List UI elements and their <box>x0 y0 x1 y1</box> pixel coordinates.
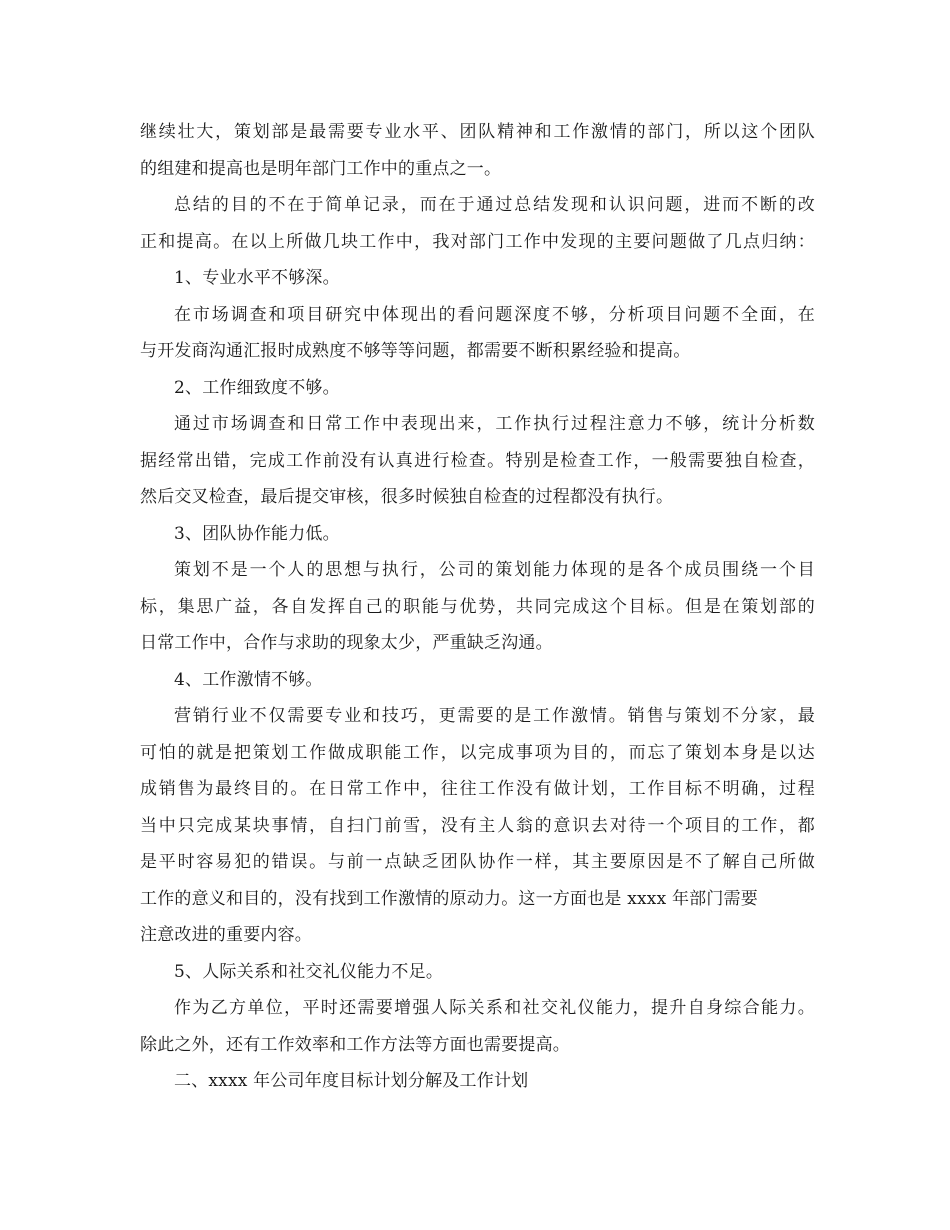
section-heading: 二、xxxx 年公司年度目标计划分解及工作计划 <box>174 1071 529 1091</box>
section-heading: 3、团队协作能力低。 <box>174 523 340 544</box>
paragraph-line: 当中只完成某块事情，自扫门前雪，没有主人翁的意识去对待一个项目的工作，都 <box>140 815 815 836</box>
document-body <box>140 114 815 1100</box>
section-heading: 5、人际关系和社交礼仪能力不足。 <box>174 961 444 982</box>
paragraph-line: 在市场调查和项目研究中体现出的看问题深度不够，分析项目问题不全面，在 <box>174 304 815 325</box>
paragraph-line: 日常工作中，合作与求助的现象太少，严重缺乏沟通。 <box>140 633 553 653</box>
paragraph-line: 继续壮大，策划部是最需要专业水平、团队精神和工作激情的部门，所以这个团队 <box>140 122 815 142</box>
paragraph-line: 正和提高。在以上所做几块工作中，我对部门工作中发现的主要问题做了几点归纳： <box>140 231 815 252</box>
paragraph-line: 可怕的就是把策划工作做成职能工作，以完成事项为目的，而忘了策划本身是以达 <box>140 742 815 763</box>
paragraph-line: 工作的意义和目的，没有找到工作激情的原动力。这一方面也是 xxxx 年部门需要 <box>140 888 758 909</box>
paragraph-line: 营销行业不仅需要专业和技巧，更需要的是工作激情。销售与策划不分家，最 <box>174 706 815 726</box>
paragraph-line: 成销售为最终目的。在日常工作中，往往工作没有做计划，工作目标不明确，过程 <box>140 779 815 799</box>
section-heading: 2、工作细致度不够。 <box>174 377 340 398</box>
paragraph-line: 的组建和提高也是明年部门工作中的重点之一。 <box>140 158 502 179</box>
paragraph-line: 总结的目的不在于简单记录，而在于通过总结发现和认识问题，进而不断的改 <box>174 195 815 215</box>
paragraph-line: 是平时容易犯的错误。与前一点缺乏团队协作一样，其主要原因是不了解自己所做 <box>140 852 815 872</box>
paragraph-line: 然后交叉检查，最后提交审核，很多时候独自检查的过程都没有执行。 <box>140 487 674 507</box>
paragraph-line: 标，集思广益，各自发挥自己的职能与优势，共同完成这个目标。但是在策划部的 <box>140 596 815 617</box>
section-heading: 1、专业水平不够深。 <box>174 268 340 288</box>
paragraph-line: 据经常出错，完成工作前没有认真进行检查。特别是检查工作，一般需要独自检查， <box>140 450 815 471</box>
paragraph-line: 除此之外，还有工作效率和工作方法等方面也需要提高。 <box>140 1034 570 1055</box>
paragraph-line: 策划不是一个人的思想与执行，公司的策划能力体现的是各个成员围绕一个目 <box>174 560 815 580</box>
paragraph-line: 通过市场调查和日常工作中表现出来，工作执行过程注意力不够，统计分析数 <box>174 414 815 434</box>
paragraph-line: 作为乙方单位，平时还需要增强人际关系和社交礼仪能力，提升自身综合能力。 <box>174 998 815 1018</box>
section-heading: 4、工作激情不够。 <box>174 669 323 690</box>
paragraph-line: 注意改进的重要内容。 <box>140 925 312 945</box>
paragraph-line: 与开发商沟通汇报时成熟度不够等等问题，都需要不断积累经验和提高。 <box>140 341 691 361</box>
